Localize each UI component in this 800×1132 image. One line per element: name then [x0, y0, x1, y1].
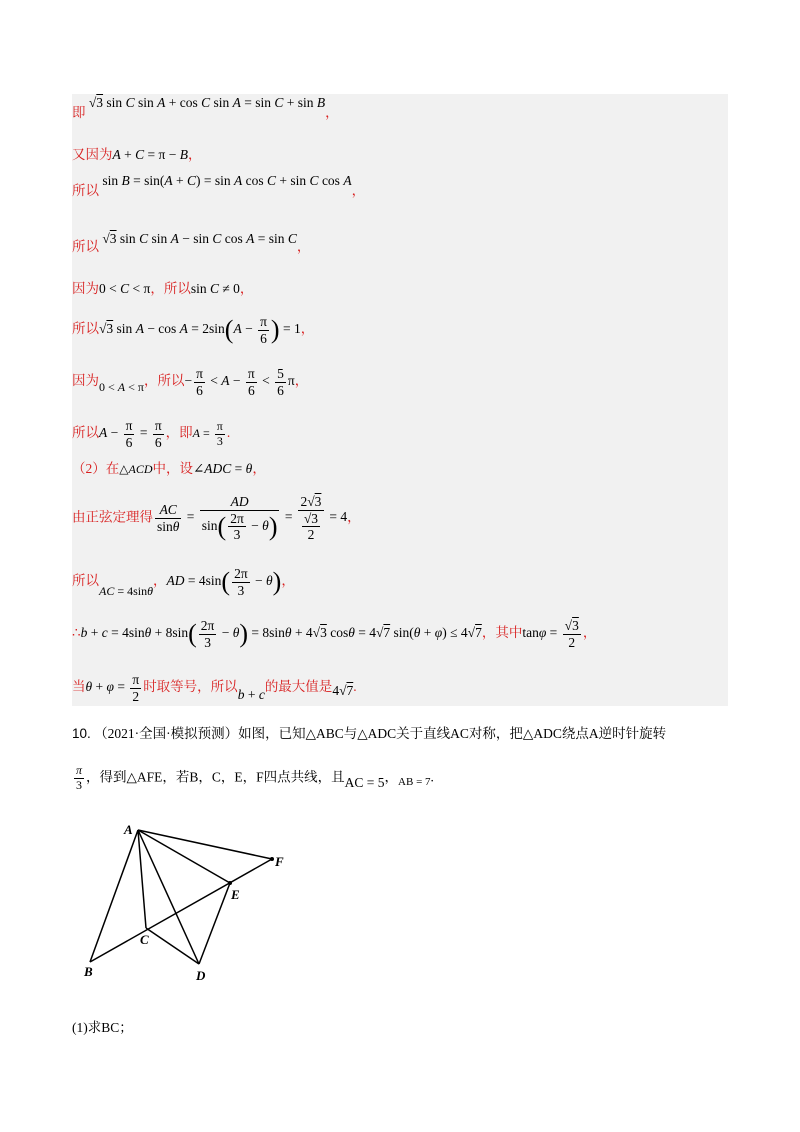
line-mid: 中，设: [152, 461, 193, 476]
period: .: [430, 769, 434, 785]
line-prefix: 即: [72, 105, 86, 120]
solution-line-3: 所以 sin B = sin(A + C) = sin A cos C + sin C cos A，: [72, 173, 366, 198]
line-mid: ，所以: [143, 373, 185, 389]
solution-line-6: 所以√3 sin A − cos A = 2sin(A − $\frac{\pi}{6}$ ) = 1，: [72, 314, 315, 346]
label-e: E: [231, 887, 240, 902]
line-mid: ，其中: [481, 625, 523, 641]
line-mid: ，: [153, 573, 167, 589]
line-mid: 的最大值是: [264, 679, 333, 695]
solution-line-2: 又因为A + C = π − B，: [72, 147, 202, 162]
solution-line-1: 即 √3 sin C sin A + cos C sin A = sin C + sin B，: [72, 95, 339, 120]
point-e: [228, 881, 232, 885]
solution-line-12: ∴b + c = 4sinθ + 8sin( $\frac{2\pi}{3}$ − θ) = 8sinθ + 4√3 cosθ = 4√7 sin(θ + φ) ≤ 4√7，其中tanφ = $\frac{√3}{2}$ ，: [72, 618, 597, 650]
line-prefix: 因为: [72, 373, 99, 389]
solution-line-13: 当θ + φ = $\frac{\pi}{2}$ 时取等号，所以b + c的最大值是4√7.: [72, 672, 357, 704]
label-d: D: [196, 968, 206, 983]
label-c: C: [140, 932, 149, 947]
label-a: A: [124, 822, 133, 837]
label-b: B: [84, 964, 93, 979]
line-prefix: 所以: [72, 425, 99, 441]
line-prefix: 由正弦定理得: [72, 509, 153, 525]
part-1-question: (1)求BC；: [72, 1020, 133, 1035]
solution-line-5: 因为0 < C < π，所以sin C ≠ 0，: [72, 281, 254, 296]
line-prefix: 因为: [72, 281, 99, 296]
problem-text-1: 如图，已知△ABC与△ADC关于直线AC对称，把△ADC绕点A逆时针旋转: [238, 726, 667, 741]
segment-bf: [90, 859, 272, 962]
problem-10-line-2: $\frac{\pi}{3}$ ，得到△AFE，若B，C，E，F四点共线，且AC = 5，$_{AB = 7}$.: [76, 763, 434, 792]
line-prefix: 所以: [72, 183, 99, 198]
label-f: F: [275, 854, 284, 869]
segment-af: [138, 830, 272, 859]
rotation-angle-den: 3: [76, 777, 82, 792]
solution-line-10: 由正弦定理得 $\frac{AC}{\sin\theta}$ = AD sin( $\frac{2\pi}{3}$ − θ) = $\frac{2√3}{\frac{√3}{2}}$ = 4，: [72, 494, 361, 543]
line-prefix: 当: [72, 679, 86, 695]
geometry-figure: [76, 818, 296, 988]
segment-ae: [138, 830, 230, 883]
problem-text-2: ，得到△AFE，若B，C，E，F四点共线，且: [86, 769, 345, 785]
problem-10-line-1: [72, 722, 666, 742]
solution-line-8: 所以A − $\frac{\pi}{6}$ = $\frac{\pi}{6}$ ，即A = $\frac{\pi}{3}$ .: [72, 418, 231, 450]
ab-value: AB = 7: [398, 776, 431, 789]
solution-line-9: （2）在△ACD中，设∠ADC = θ，: [72, 461, 266, 476]
line-mid: ，即: [165, 425, 193, 441]
line-prefix: 所以: [72, 573, 99, 589]
line-prefix: ∴: [72, 625, 81, 641]
problem-source: （2021·全国·模拟预测）: [94, 726, 239, 741]
solution-line-4: 所以 √3 sin C sin A − sin C cos A = sin C，: [72, 231, 311, 254]
line-prefix: 又因为: [72, 147, 113, 162]
solution-line-7: 因为0 < A < π，所以− $\frac{\pi}{6}$ < A − $\frac{\pi}{6}$ < $\frac{5}{6}$ π，: [72, 366, 309, 398]
line-prefix: 所以: [72, 321, 99, 337]
rotation-angle-num: π: [76, 763, 83, 777]
line-prefix: 所以: [72, 239, 99, 254]
point-f: [270, 857, 274, 861]
line-mid: ，所以: [150, 281, 191, 296]
solution-block: [72, 94, 728, 706]
segment-ab: [90, 830, 138, 962]
segment-de: [199, 883, 230, 964]
ac-value: AC = 5: [344, 775, 385, 791]
solution-line-11: 所以AC = 4sinθ，AD = 4sin( $\frac{2\pi}{3}$ − θ)，: [72, 566, 295, 599]
problem-number: 10.: [72, 726, 91, 741]
line-prefix: （2）在: [72, 461, 120, 476]
line-mid: 时取等号，所以: [143, 679, 238, 695]
